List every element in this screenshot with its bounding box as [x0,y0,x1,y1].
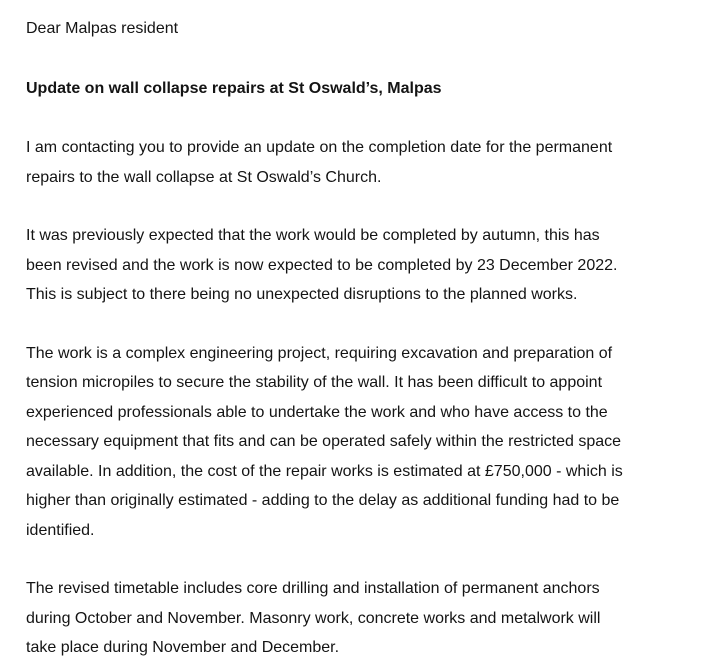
paragraph-engineering-details [26,339,706,546]
letter-document [26,14,706,663]
paragraph-revised-date [26,221,706,310]
paragraph-intro [26,133,706,192]
paragraph-line: tension micropiles to secure the stability of the wall. It has been difficult to appoint [26,374,603,391]
paragraph-line: identified. [26,521,95,539]
paragraph-line: during October and November. Masonry work, concrete works and metalwork will [26,609,601,627]
paragraph-line: The work is a complex engineering project, requiring excavation and preparation of [26,344,613,362]
paragraph-line: experienced professionals able to undertake the work and who have access to the [26,403,608,421]
paragraph-line: repairs to the wall collapse at St Oswald’s Church. [26,168,382,186]
paragraph-line: I am contacting you to provide an update on the completion date for the permanent [26,139,613,156]
paragraph-line: available. In addition, the cost of the repair works is estimated at £750,000 - which is [26,462,623,480]
paragraph-line: It was previously expected that the work would be completed by autumn, this has [26,227,600,244]
paragraph-line: take place during November and December. [26,639,340,656]
letter-subject-heading: Update on wall collapse repairs at St Oswald’s, Malpas [26,79,442,97]
paragraph-line: necessary equipment that fits and can be operated safely within the restricted space [26,433,622,450]
salutation: Dear Malpas resident [26,20,179,37]
paragraph-line: The revised timetable includes core drilling and installation of permanent anchors [26,580,600,597]
paragraph-line: This is subject to there being no unexpected disruptions to the planned works. [26,286,578,303]
paragraph-line: been revised and the work is now expected to be completed by 23 December 2022. [26,256,618,274]
paragraph-line: higher than originally estimated - adding to the delay as additional funding had to be [26,492,620,509]
paragraph-timetable [26,574,706,663]
